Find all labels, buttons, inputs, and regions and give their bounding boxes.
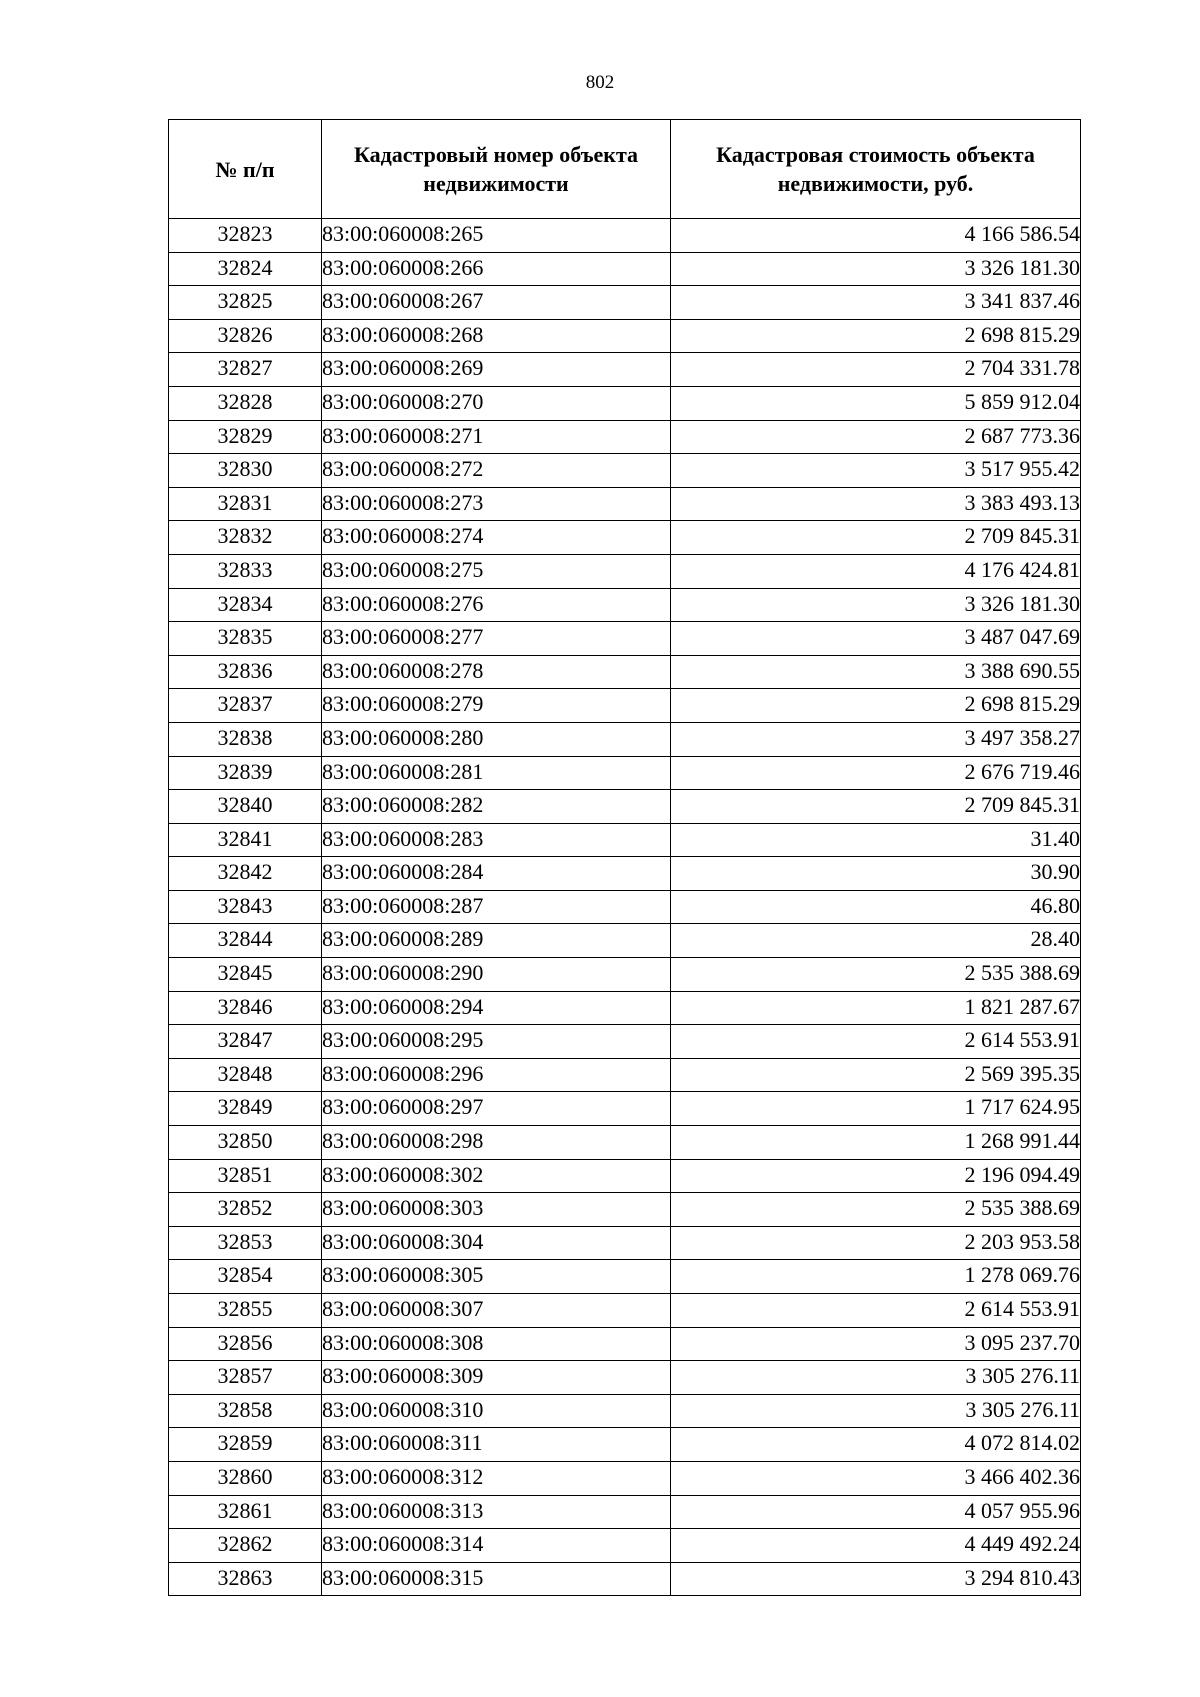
cadastral-value: 2 535 388.69 [671, 958, 1081, 992]
cadastral-value: 31.40 [671, 823, 1081, 857]
row-index: 32849 [169, 1092, 322, 1126]
cadastral-value: 1 717 624.95 [671, 1092, 1081, 1126]
cadastral-number: 83:00:060008:315 [322, 1562, 671, 1596]
cadastral-number: 83:00:060008:309 [322, 1361, 671, 1395]
cadastral-number: 83:00:060008:266 [322, 252, 671, 286]
cadastral-number: 83:00:060008:275 [322, 554, 671, 588]
table-row [169, 1562, 1081, 1596]
row-index: 32850 [169, 1126, 322, 1160]
cadastral-value: 2 687 773.36 [671, 420, 1081, 454]
table-row [169, 554, 1081, 588]
table-row [169, 319, 1081, 353]
table-row [169, 1058, 1081, 1092]
table-row [169, 219, 1081, 253]
cadastral-value: 2 614 553.91 [671, 1025, 1081, 1059]
table-row [169, 1394, 1081, 1428]
row-index: 32839 [169, 756, 322, 790]
cadastral-value: 3 326 181.30 [671, 588, 1081, 622]
header-cadastral-number: Кадастровый номер объекта недвижимости [322, 120, 671, 219]
table-row [169, 622, 1081, 656]
table-row [169, 1193, 1081, 1227]
cadastral-value: 2 698 815.29 [671, 689, 1081, 723]
cadastral-value: 46.80 [671, 890, 1081, 924]
table-row [169, 1092, 1081, 1126]
cadastral-value: 3 388 690.55 [671, 655, 1081, 689]
table-row [169, 521, 1081, 555]
cadastral-number: 83:00:060008:276 [322, 588, 671, 622]
cadastral-number: 83:00:060008:277 [322, 622, 671, 656]
table-row [169, 857, 1081, 891]
cadastral-number: 83:00:060008:297 [322, 1092, 671, 1126]
row-index: 32824 [169, 252, 322, 286]
cadastral-value: 2 196 094.49 [671, 1159, 1081, 1193]
row-index: 32861 [169, 1495, 322, 1529]
cadastral-value: 3 497 358.27 [671, 722, 1081, 756]
row-index: 32860 [169, 1461, 322, 1495]
table-row [169, 1025, 1081, 1059]
table-header-row [169, 120, 1081, 219]
row-index: 32853 [169, 1226, 322, 1260]
cadastral-number: 83:00:060008:314 [322, 1529, 671, 1563]
cadastral-value: 2 203 953.58 [671, 1226, 1081, 1260]
table-row [169, 353, 1081, 387]
cadastral-value: 3 383 493.13 [671, 487, 1081, 521]
table-row [169, 689, 1081, 723]
row-index: 32855 [169, 1294, 322, 1328]
table-row [169, 1529, 1081, 1563]
cadastral-value: 4 072 814.02 [671, 1428, 1081, 1462]
table-row [169, 286, 1081, 320]
cadastral-number: 83:00:060008:313 [322, 1495, 671, 1529]
cadastral-value: 2 704 331.78 [671, 353, 1081, 387]
cadastral-number: 83:00:060008:271 [322, 420, 671, 454]
table-row [169, 252, 1081, 286]
row-index: 32831 [169, 487, 322, 521]
row-index: 32832 [169, 521, 322, 555]
cadastral-number: 83:00:060008:296 [322, 1058, 671, 1092]
row-index: 32838 [169, 722, 322, 756]
table-row [169, 958, 1081, 992]
table-row [169, 1495, 1081, 1529]
cadastral-number: 83:00:060008:304 [322, 1226, 671, 1260]
cadastral-number: 83:00:060008:287 [322, 890, 671, 924]
cadastral-value: 3 326 181.30 [671, 252, 1081, 286]
cadastral-value: 3 305 276.11 [671, 1394, 1081, 1428]
cadastral-number: 83:00:060008:308 [322, 1327, 671, 1361]
header-index: № п/п [169, 120, 322, 219]
row-index: 32829 [169, 420, 322, 454]
cadastral-value: 1 278 069.76 [671, 1260, 1081, 1294]
cadastral-number: 83:00:060008:312 [322, 1461, 671, 1495]
row-index: 32862 [169, 1529, 322, 1563]
table-row [169, 890, 1081, 924]
row-index: 32826 [169, 319, 322, 353]
cadastral-value: 5 859 912.04 [671, 386, 1081, 420]
row-index: 32856 [169, 1327, 322, 1361]
cadastral-value: 1 268 991.44 [671, 1126, 1081, 1160]
table-row [169, 790, 1081, 824]
table-row [169, 1461, 1081, 1495]
table-row [169, 1361, 1081, 1395]
row-index: 32833 [169, 554, 322, 588]
row-index: 32830 [169, 454, 322, 488]
table-row [169, 1327, 1081, 1361]
cadastral-number: 83:00:060008:303 [322, 1193, 671, 1227]
table-row [169, 924, 1081, 958]
cadastral-number: 83:00:060008:290 [322, 958, 671, 992]
page-number: 802 [585, 72, 615, 93]
row-index: 32859 [169, 1428, 322, 1462]
table-row [169, 386, 1081, 420]
cadastral-value-table [168, 119, 1081, 1596]
row-index: 32828 [169, 386, 322, 420]
row-index: 32852 [169, 1193, 322, 1227]
row-index: 32848 [169, 1058, 322, 1092]
row-index: 32836 [169, 655, 322, 689]
row-index: 32835 [169, 622, 322, 656]
table-row [169, 1428, 1081, 1462]
table-row [169, 722, 1081, 756]
cadastral-value: 2 569 395.35 [671, 1058, 1081, 1092]
cadastral-value: 3 487 047.69 [671, 622, 1081, 656]
cadastral-number: 83:00:060008:270 [322, 386, 671, 420]
row-index: 32842 [169, 857, 322, 891]
cadastral-number: 83:00:060008:279 [322, 689, 671, 723]
row-index: 32837 [169, 689, 322, 723]
cadastral-value: 30.90 [671, 857, 1081, 891]
row-index: 32863 [169, 1562, 322, 1596]
row-index: 32827 [169, 353, 322, 387]
header-cadastral-value: Кадастровая стоимость объекта недвижимости, руб. [671, 120, 1081, 219]
table-row [169, 756, 1081, 790]
cadastral-number: 83:00:060008:272 [322, 454, 671, 488]
cadastral-number: 83:00:060008:280 [322, 722, 671, 756]
cadastral-value: 2 614 553.91 [671, 1294, 1081, 1328]
cadastral-number: 83:00:060008:267 [322, 286, 671, 320]
table-row [169, 1159, 1081, 1193]
cadastral-number: 83:00:060008:265 [322, 219, 671, 253]
cadastral-number: 83:00:060008:274 [322, 521, 671, 555]
table-row [169, 1294, 1081, 1328]
row-index: 32851 [169, 1159, 322, 1193]
cadastral-value: 3 305 276.11 [671, 1361, 1081, 1395]
row-index: 32845 [169, 958, 322, 992]
cadastral-value: 2 709 845.31 [671, 521, 1081, 555]
table-row [169, 420, 1081, 454]
table-row [169, 588, 1081, 622]
cadastral-number: 83:00:060008:310 [322, 1394, 671, 1428]
row-index: 32844 [169, 924, 322, 958]
table-row [169, 487, 1081, 521]
cadastral-value: 3 466 402.36 [671, 1461, 1081, 1495]
row-index: 32854 [169, 1260, 322, 1294]
cadastral-number: 83:00:060008:283 [322, 823, 671, 857]
table-row [169, 991, 1081, 1025]
row-index: 32841 [169, 823, 322, 857]
row-index: 32858 [169, 1394, 322, 1428]
cadastral-value: 3 517 955.42 [671, 454, 1081, 488]
cadastral-number: 83:00:060008:282 [322, 790, 671, 824]
cadastral-number: 83:00:060008:289 [322, 924, 671, 958]
row-index: 32846 [169, 991, 322, 1025]
cadastral-value: 4 449 492.24 [671, 1529, 1081, 1563]
cadastral-value: 4 057 955.96 [671, 1495, 1081, 1529]
row-index: 32847 [169, 1025, 322, 1059]
cadastral-value: 3 095 237.70 [671, 1327, 1081, 1361]
row-index: 32825 [169, 286, 322, 320]
cadastral-value: 2 698 815.29 [671, 319, 1081, 353]
cadastral-value: 4 176 424.81 [671, 554, 1081, 588]
cadastral-value: 3 341 837.46 [671, 286, 1081, 320]
table-row [169, 1126, 1081, 1160]
row-index: 32857 [169, 1361, 322, 1395]
row-index: 32823 [169, 219, 322, 253]
table-row [169, 1260, 1081, 1294]
cadastral-number: 83:00:060008:281 [322, 756, 671, 790]
table-row [169, 655, 1081, 689]
table-row [169, 1226, 1081, 1260]
cadastral-value: 4 166 586.54 [671, 219, 1081, 253]
cadastral-number: 83:00:060008:307 [322, 1294, 671, 1328]
cadastral-number: 83:00:060008:298 [322, 1126, 671, 1160]
row-index: 32843 [169, 890, 322, 924]
cadastral-number: 83:00:060008:269 [322, 353, 671, 387]
row-index: 32840 [169, 790, 322, 824]
cadastral-value: 2 676 719.46 [671, 756, 1081, 790]
cadastral-number: 83:00:060008:305 [322, 1260, 671, 1294]
cadastral-value: 1 821 287.67 [671, 991, 1081, 1025]
cadastral-number: 83:00:060008:295 [322, 1025, 671, 1059]
row-index: 32834 [169, 588, 322, 622]
cadastral-number: 83:00:060008:284 [322, 857, 671, 891]
cadastral-number: 83:00:060008:268 [322, 319, 671, 353]
cadastral-number: 83:00:060008:302 [322, 1159, 671, 1193]
cadastral-number: 83:00:060008:294 [322, 991, 671, 1025]
cadastral-value: 2 709 845.31 [671, 790, 1081, 824]
cadastral-number: 83:00:060008:278 [322, 655, 671, 689]
cadastral-value: 3 294 810.43 [671, 1562, 1081, 1596]
cadastral-number: 83:00:060008:311 [322, 1428, 671, 1462]
table-row [169, 823, 1081, 857]
cadastral-value: 28.40 [671, 924, 1081, 958]
table-row [169, 454, 1081, 488]
cadastral-number: 83:00:060008:273 [322, 487, 671, 521]
cadastral-value: 2 535 388.69 [671, 1193, 1081, 1227]
